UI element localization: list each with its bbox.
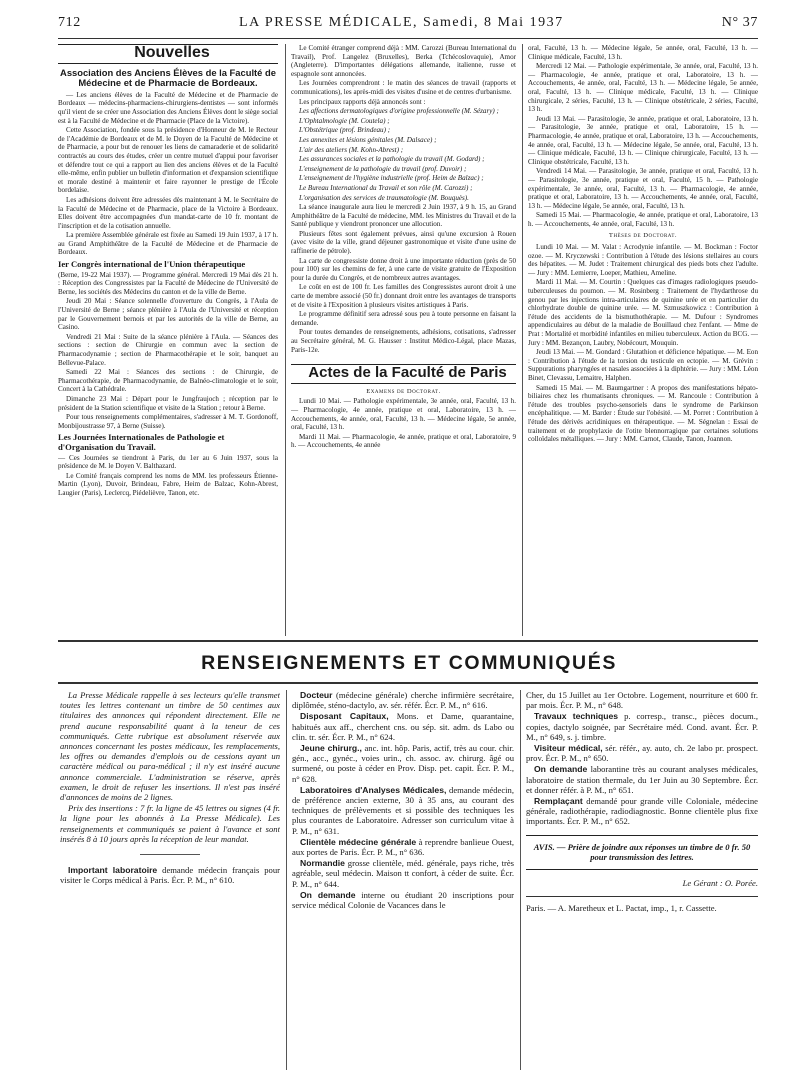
ad-title: Remplaçant (534, 796, 583, 807)
ad-title: Important laboratoire (68, 865, 158, 876)
paragraph: Mardi 11 Mai. — M. Courtin : Quelques cas d'images radiologiques pseudo-tuberculeuses du poumon. — M. Rosinberg : Traitement de l'hydarthrose du genou par les injections intra-articulaires de quinine urée et en particulier du chlorhydrate double de quinine urée. — M. Szmuszkowicz : Contribution à l'étude des accidents de la bismuthothérapie. — M. Dufour : Syndromes appendiculaires au début de la maladie de Bouillaud chez l'enfant. — Mme de Prat : Mortalité et morbidité infantiles en milieu tuberculeux. Action du BCG. — Jury : MM. Bezançon, Laubry, Nobécourt, Mouquin. (528, 278, 758, 347)
ad-text: (médecine générale) cherche infirmière secrétaire, diplômée, sténo-dactylo, av. sér. référ. Écr. P. M., n° 616. (292, 690, 514, 711)
article-title: Les Journées Internationales de Pathologie et d'Organisation du Travail. (58, 432, 225, 452)
list-item: Les annexites et lésions génitales (M. Dalsace) ; (299, 135, 437, 144)
list-item: L'Obstétrique (prof. Brindeau) ; (299, 126, 391, 135)
article-title: Ier Congrès international de l'Union thérapeutique (58, 259, 246, 270)
paragraph: — Les anciens élèves de la Faculté de Médecine et de Pharmacie de Bordeaux — médecins-pharmaciens-chirurgiens-dentistes — sont informés qu'il vient de se créer une Association des Anciens Élèves dont le siège social est à la Faculté de Médecine et de Pharmacie (Place de la Victoire). (58, 90, 278, 125)
paragraph: Jeudi 13 Mai. — M. Gondard : Glutathion et déficience hépatique. — M. Eon : Contribution à l'étude de la torsion du testicule en ectopie. — M. Grévin : Suppurations pharyngées et nasales associées à la diphtérie. — Jury : MM. Léon Binet, Clevassu, Lemaitre, Halphen. (528, 348, 758, 382)
paragraph: Jeudi 20 Mai : Séance solennelle d'ouverture du Congrès, à l'Aula de l'Université de Berne ; séance plénière à l'Aula de l'Université et réception par le Gouvernement bernois et par les autorités de la ville de Berne, au Casino. (58, 297, 278, 332)
classified-ad (526, 796, 758, 827)
ad-title: Normandie (300, 858, 345, 869)
paragraph: Les adhésions doivent être adressées dès maintenant à M. le Secrétaire de la Faculté de Médecine et de Pharmacie, place de la Victoire à Bordeaux. Elles doivent être accompagnées d'un mandat-carte de 10 fr. montant de l'inscription et de la cotisation annuelle. (58, 195, 278, 230)
column-divider (286, 690, 287, 1070)
page-header (58, 10, 758, 36)
ad-text: interne ou étudiant 20 inscriptions pour service médical Colonie de Vacances dans le (292, 889, 514, 911)
ad-title: On demande (300, 889, 356, 900)
issue-number: N° 37 (721, 15, 758, 30)
gerant-signature: Le Gérant : O. Porée. (682, 878, 758, 889)
avis-notice: AVIS. — Prière de joindre aux réponses un timbre de 0 fr. 50 pour transmission des lettres. (533, 841, 751, 862)
classified-ad (292, 890, 514, 910)
paragraph: Lundi 10 Mai. — M. Valat : Acrodynie infantile. — M. Bockman : Foctor ozoe. — M. Kryczewski : Contribution à l'étude des lésions stellaires au cours des hépatites. — M. Judet : Traitement chirurgical des pieds bots chez l'adulte. — Jury : MM. Lemierre, Loeper, Mathieu, Ameline. (528, 243, 758, 277)
report-list (291, 107, 516, 202)
ad-title: Travaux techniques (534, 711, 619, 722)
notice-box (60, 690, 280, 844)
actes-box (291, 364, 516, 384)
paragraph: Mardi 11 Mai. — Pharmacologie, 4e année, pratique et oral, Laboratoire, 9 h. — Accouchements, 4e année (291, 432, 516, 450)
list-item: L'air des ateliers (M. Kohn-Abrest) ; (299, 145, 404, 154)
paragraph: Le programme définitif sera adressé sous peu à toute personne en faisant la demande. (291, 310, 516, 327)
paragraph: Le coût en est de 100 fr. Les familles des Congressistes auront droit à une carte de membre associé (50 fr.) donnant droit entre les avantages de transports et de visite à l'Exposition à plusieurs visites artistiques à Paris. (291, 283, 516, 309)
banner-rule-bottom (58, 682, 758, 684)
paragraph: Mercredi 12 Mai. — Pathologie expérimentale, 3e année, oral, Faculté, 13 h. — Pharmacologie, 4e année, pratique et oral, Laboratoire, 13 h. — Accouchements, 4e année, oral, Faculté, 13 h. — Médecine légale, 5e année, oral, Faculté, 13 h. — Clinique médicale, Faculté, 13 h. — Clinique chirurgicale, 2 séries, Faculté, 13 h. — Clinique obstétricale, 2 séries, Faculté, 13 h. (528, 62, 758, 114)
paragraph: Cher, du 15 Juillet au 1er Octobre. Logement, nourriture et 600 fr. par mois. Écr. P. M., n° 648. (526, 690, 758, 711)
column-divider (520, 690, 521, 1070)
classified-ad (60, 865, 280, 885)
classified-ad (526, 711, 758, 742)
section-title-nouvelles: Nouvelles (134, 44, 210, 61)
ad-text: p. corresp., transc., pièces docum., copies, dactylo soignée, par Secrétaire méd. Cond. avant. Écr. P. M., n° 649, s. j. timbre. (526, 711, 758, 742)
ad-title: Jeune chirurg., (300, 743, 362, 754)
paragraph: La Presse Médicale rappelle à ses lecteurs qu'elle transmet toutes les lettres contenant un timbre de 50 centimes aux titulaires des annonces qui répondent directement. Elle ne prend aucune responsabilité quant à la teneur de ces communiqués. Cette rubrique est absolument réservée aux annonces concernant les postes médicaux, les remplacements, les offres ou demandes d'emplois ou de cessions ayant un caractère médical ou para-médical ; il n'y est inséré aucune annonce commerciale. L'administration se réserve, après examen, le droit de refuser les insertions. Il n'est pas inséré d'annonces de moins de 2 lignes. (60, 690, 280, 803)
ad-title: Docteur (300, 690, 333, 700)
paragraph: Prix des insertions : 7 fr. la ligne de 45 lettres ou signes (4 fr. la ligne pour les abonnés à La Presse Médicale). Les renseignements et communiqués se paient à l'avance et sont insérés 8 à 10 jours après la réception de leur mandat. (60, 803, 280, 844)
paragraph: Plusieurs fêtes sont également prévues, ainsi qu'une excursion à Rouen (avec visite de la ville, grand déjeuner gastronomique et visite d'une usine de raffinerie de pétrole). (291, 229, 516, 256)
ad-text: à reprendre banlieue Ouest, aux portes de Paris. Écr. P. M., n° 636. (292, 836, 514, 858)
paragraph: Pour toutes demandes de renseignements, adhésions, cotisations, s'adresser au Secrétaire général, M. G. Hausser : Institut Médico-Légal, place Mazas, Paris-12e. (291, 328, 516, 354)
column-notice (60, 690, 280, 1070)
list-item: Les affections dermatologiques d'origine professionnelle (M. Sézary) ; (299, 107, 499, 116)
ad-text: demandé pour grande ville Coloniale, médecine générale, radiothérapie, radiodiagnostic. Bonne clientèle plus fixe importants. Écr. P. M., n° 652. (526, 796, 758, 827)
paragraph: Le Comité français comprend les noms de MM. les professeurs Étienne-Martin (Lyon), Duvoir, Brindeau, Fabre, Heim de Balzac, Kohn-Abrest, Laugier (Paris), Leclercq, Piédelièvre, Tanon, etc. (58, 471, 278, 497)
section-title-actes: Actes de la Faculté de Paris (308, 364, 507, 382)
paragraph: Pour tous renseignements complémentaires, s'adresser à M. T. Gordonoff, Monbijoustrasse 97, à Berne (Suisse). (58, 413, 278, 430)
paragraph: Vendredi 14 Mai. — Parasitologie, 3e année, pratique et oral, Faculté, 13 h. — Parasitologie, 3e année, pratique et oral, Faculté, 15 h. — Pathologie expérimentale, 3e année, oral, Faculté, 13 h. — Pharmacologie, 4e année, pratique et oral, Laboratoire, 13 h. — Accouchements, 4e année, oral, Faculté, 13 h. — Médecine légale, 5e année, oral, Faculté, 13 h. (528, 167, 758, 210)
ad-title: On demande (534, 764, 588, 775)
page-number: 712 (58, 15, 81, 30)
paragraph: Les Journées comprendront : le matin des séances de travail (rapports et communications), les après-midi des visites d'usine et de centres d'urbanisme. (291, 79, 516, 96)
paragraph: Samedi 15 Mai. — Pharmacologie, 4e année, pratique et oral, Laboratoire, 13 h. — Accouchements, 4e année, oral, Faculté, 13 h. (528, 211, 758, 228)
ad-title: Laboratoires d'Analyses Médicales, (300, 784, 447, 795)
journal-title: LA PRESSE MÉDICALE, Samedi, 8 Mai 1937 (239, 15, 564, 30)
imprint: Paris. — A. Maretheux et L. Pactat, imp., 1, r. Cassette. (526, 903, 717, 914)
subsection-heading: Examens de Doctorat. (366, 387, 441, 395)
avis-box (526, 835, 758, 870)
article-title: Association des Anciens Élèves de la Faculté de Médecine et de Pharmacie de Bordeaux. (60, 66, 276, 89)
list-item: L'Ophtalmologie (M. Coutela) ; (299, 116, 390, 125)
classified-ad (292, 837, 514, 857)
ad-text: grosse clientèle, méd. générale, pays riche, très agréable, seul médecin. Maison tt confort, à céder de suite. Écr. P. M., n° 644. (292, 858, 514, 889)
column-3 (528, 44, 758, 636)
paragraph: oral, Faculté, 13 h. — Médecine légale, 5e année, oral, Faculté, 13 h. — Clinique médicale, Faculté, 13 h. (528, 44, 758, 61)
paragraph: La séance inaugurale aura lieu le mercredi 2 Juin 1937, à 9 h. 15, au Grand Amphithéâtre de la Faculté de médecine, MM. les Ministres du Travail et de la Santé publique y viendront prononcer une allocution. (291, 203, 516, 229)
column-ads-3 (526, 690, 758, 1070)
ad-text: sér. référ., ay. auto, ch. 2e labo pr. prospect. prov. Écr. P. M., n° 650. (526, 743, 758, 764)
classified-ad (526, 743, 758, 763)
column-divider (285, 44, 286, 636)
ad-title: Clientèle médecine générale (300, 836, 417, 847)
section-title-renseignements: RENSEIGNEMENTS ET COMMUNIQUÉS (201, 652, 617, 674)
list-item: L'enseignement de la pathologie du travail (prof. Duvoir) ; (299, 164, 467, 173)
ad-title: Disposant Capitaux, (300, 711, 389, 722)
banner-rule-top (58, 640, 758, 642)
classified-ad (292, 690, 514, 710)
divider (140, 854, 200, 855)
paragraph: Dimanche 23 Mai : Départ pour le Jungfraujoch ; réception par le président de la Station scientifique et visite de la Station ; retour à Berne. (58, 394, 278, 412)
paragraph: La carte de congressiste donne droit à une importante réduction (près de 50 pour 100) sur les chemins de fer, à une carte de visite gratuite de l'Exposition pour la durée du Congrès, et de nombreux autres avantages. (291, 256, 516, 282)
classified-ad (292, 711, 514, 742)
paragraph: Samedi 15 Mai. — M. Baumgartner : A propos des manifestations hépato-biliaires chez les rhumatisants chroniques. — M. Rancoule : Contribution à l'étude des troubles psycho-sensoriels dans le syndrome de Parkinson encéphalitique. — M. Barder : Étude sur l'obésité. — M. Porret : Contribution à l'étude des dérivés acridiniques en thérapeutique. — M. Ségnelan : Essai de traitement et de prophylaxie de l'otite blennorragique par certaines solutions colloïdales métalliques. — Jury : MM. Carnot, Claude, Tanon, Joannon. (528, 383, 758, 444)
ad-text: anc. int. hôp. Paris, actif, très au cour. chir. gén., acc., gynéc., voies urin., ch. assoc. av. chirurg. âgé ou surmené, ou poste à céder en Prov. Disp. pet. capit. Écr. P. M., n° 628. (292, 743, 514, 784)
subsection-heading: Thèses de Doctorat. (608, 232, 678, 240)
ad-text: Mons. et Dame, quarantaine, habitués aux aff., cherchent cns. ou sép. sit. adm. ds Labo ou clin. tr. sér. Écr. P. M., n° 624. (292, 711, 514, 742)
paragraph: Cette Association, fondée sous la présidence d'Honneur de M. le Recteur de l'Académie de Bordeaux et de M. le Doyen de la Faculté de Médecine et de Pharmacie, a pour but de renouer les liens de camaraderie et de solidarité contractés au cours des études, créer un centre mutuel d'appui pour favoriser et défendre tout ce qui a rapport au lien des anciens élèves et de la Faculté elle-même, enfin publier un bulletin d'information et d'expansion scientifique et morale destiné à maintenir et faire rayonner le prestige de l'École bordelaise. (58, 126, 278, 195)
column-nouvelles (58, 44, 278, 636)
ad-text: demande médecin, de préférence ancien externe, 30 à 35 ans, au courant des techniques de prélèvements et si possible des techniques les plus courantes de Laboratoire. Adresser son curriculum vitae à P. M., n° 631. (292, 784, 514, 836)
list-item: L'enseignement de l'hygiène industrielle (prof. Heim de Balzac) ; (299, 174, 484, 183)
paragraph: Le Comité étranger comprend déjà : MM. Carozzi (Bureau International du Travail), Prof. Langelez (Bruxelles), Berka (Tchécoslovaquie), Amor (Angleterre). D'importantes délégations allemande, italienne, russe et espagnole sont annoncées. (291, 44, 516, 78)
classified-ad (292, 858, 514, 889)
paragraph: Vendredi 21 Mai : Suite de la séance plénière à l'Aula. — Séances des sections : section de Chirurgie en commun avec la section de Pharmacodynamie ; section de Pharmacothérapie et le soir, banquet au Bellevue-Palace. (58, 332, 278, 367)
classified-ad (526, 764, 758, 795)
list-item: Le Bureau International du Travail et son rôle (M. Carozzi) ; (299, 183, 473, 192)
ad-title: Visiteur médical, (534, 743, 603, 754)
column-divider (522, 44, 523, 636)
column-ads-2 (292, 690, 514, 1070)
divider (526, 896, 758, 897)
ad-text: laborantine très au courant analyses médicales, laboratoire de station thermale, du 1er Juin au 30 Septembre. Écr. et donner référ. à P. M., n° 651. (526, 764, 758, 795)
column-2 (291, 44, 516, 636)
paragraph: Jeudi 13 Mai. — Parasitologie, 3e année, pratique et oral, Laboratoire, 13 h. — Parasitologie, 3e année, pratique et oral, Laboratoire, 15 h. — Pharmacologie, 4e année, pratique et oral, Laboratoire, 13 h. — Accouchements, 4e année, oral, Faculté, 13 h. — Médecine légale, 5e année, oral, Faculté, 13 h. — Clinique médicale, Faculté, 13 h. — Clinique chirurgicale, Faculté, 13 h. — Clinique obstétricale, Faculté, 13 h. (528, 114, 758, 166)
paragraph: — Ces Journées se tiendront à Paris, du 1er au 6 Juin 1937, sous la présidence de M. le Doyen V. Balthazard. (58, 453, 278, 471)
paragraph: Lundi 10 Mai. — Pathologie expérimentale, 3e année, oral, Faculté, 13 h. — Pharmacologie, 4e année, pratique et oral, Laboratoire, 13 h. — Accouchements, 4e année, oral, Faculté, 13 h. — Médecine légale, 5e année, oral, Faculté, 13 h. (291, 397, 516, 432)
paragraph: La première Assemblée générale est fixée au Samedi 19 Juin 1937, à 17 h. au Grand Amphithéâtre de la Faculté de Médecine et de Pharmacie de Bordeaux. (58, 231, 278, 257)
list-item: Les assurances sociales et la pathologie du travail (M. Godard) ; (299, 155, 485, 164)
paragraph: Samedi 22 Mai : Séances des sections : de Chirurgie, de Pharmacothérapie, de Pharmacodynamie, de Balnéo-climatologie et le soir, Concert à la Cathédrale. (58, 368, 278, 394)
header-rule (58, 38, 758, 39)
nouvelles-box (58, 44, 278, 64)
paragraph: (Berne, 19-22 Mai 1937). — Programme général. Mercredi 19 Mai dès 21 h. : Réception des Congressistes par la Faculté de Médecine de l'Université de Berne, les sociétés des Médecins du canton et de la ville de Berne. (58, 270, 278, 296)
list-item: L'organisation des services de traumatologie (M. Bouquès). (299, 193, 469, 202)
classified-ad (292, 785, 514, 836)
ad-text: demande médecin français pour visiter le Corps médical à Paris. Écr. P. M., n° 610. (60, 865, 280, 886)
paragraph: Les principaux rapports déjà annoncés sont : (299, 97, 426, 106)
classified-ad (292, 743, 514, 784)
